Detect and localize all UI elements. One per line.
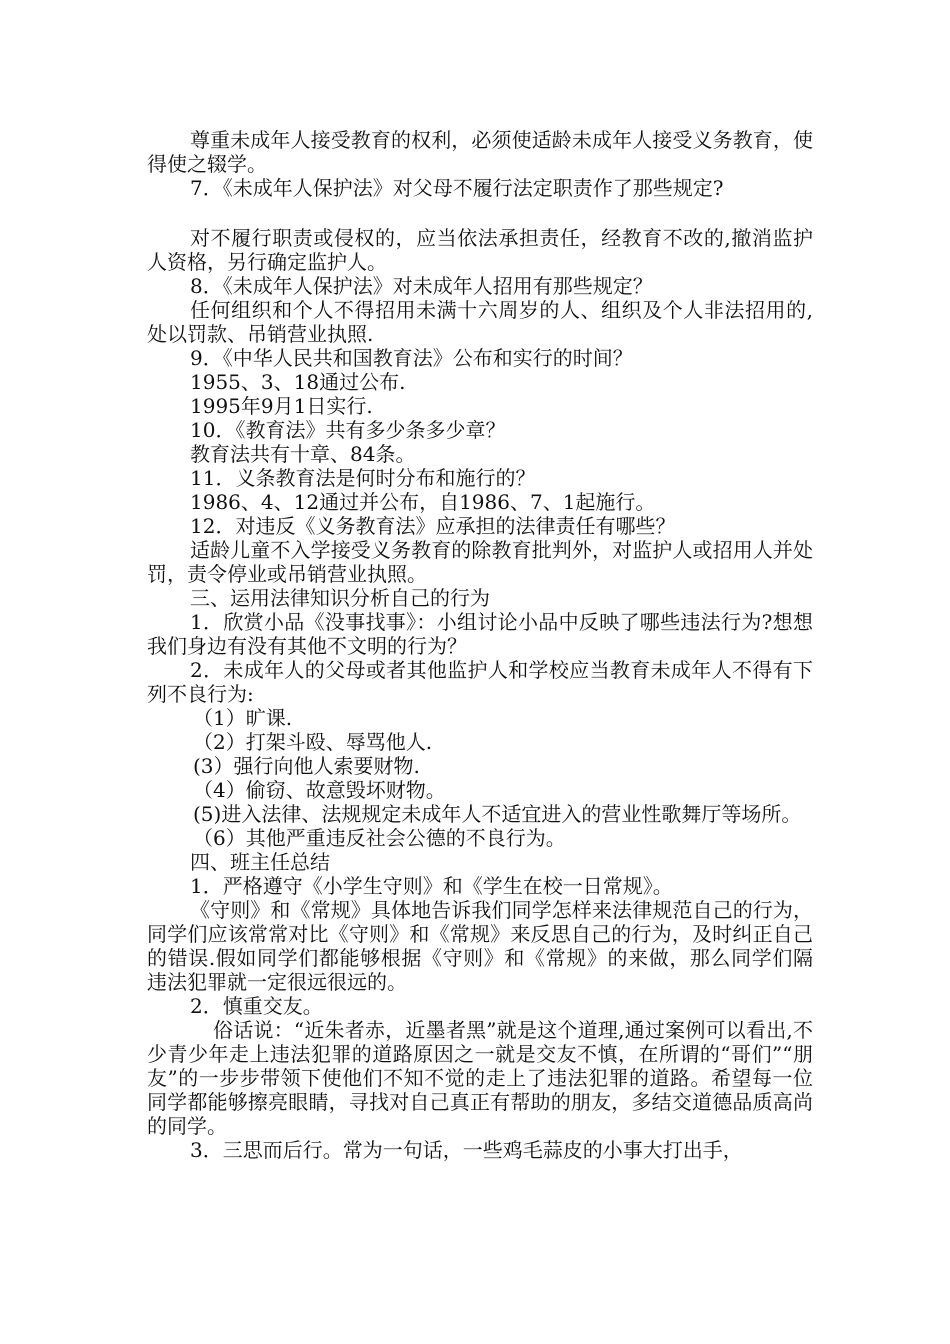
activity-2: 2．未成年人的父母或者其他监护人和学校应当教育未成年人不得有下列不良行为: xyxy=(147,658,813,706)
section-heading-3: 三、运用法律知识分析自己的行为 xyxy=(190,586,490,610)
activity-1: 1．欣赏小品《没事找事》：小组讨论小品中反映了哪些违法行为?想想我们身边有没有其他不文明的行为？ xyxy=(147,610,813,658)
section-heading-4: 四、班主任总结 xyxy=(190,850,330,874)
question-12: 12．对违反《义务教育法》应承担的法律责任有哪些？ xyxy=(190,514,676,538)
summary-point-3: 3．三思而后行。常为一句话，一些鸡毛蒜皮的小事大打出手， xyxy=(190,1138,743,1162)
list-item-6: （6）其他严重违反社会公德的不良行为。 xyxy=(193,826,566,850)
answer-11: 1986、4、12通过并公布，自1986、7、1起施行。 xyxy=(190,490,656,514)
summary-point-1: 1．严格遵守《小学生守则》和《学生在校一日常规》。 xyxy=(190,874,673,898)
answer-10: 教育法共有十章、84条。 xyxy=(190,442,416,466)
document-body xyxy=(147,128,813,1162)
list-item-5: (5)进入法律、法规规定未成年人不适宜进入的营业性歌舞厅等场所。 xyxy=(193,802,802,826)
answer-8: 任何组织和个人不得招用未满十六周岁的人、组织及个人非法招用的,处以罚款、吊销营业执照. xyxy=(147,298,813,346)
list-item-3: (3）强行向他人索要财物. xyxy=(193,754,420,778)
question-10: 10．《教育法》共有多少条多少章？ xyxy=(190,418,506,442)
answer-12: 适龄儿童不入学接受义务教育的除教育批判外，对监护人或招用人并处罚，责令停业或吊销营业执照。 xyxy=(147,538,813,586)
answer-7: 对不履行职责或侵权的，应当依法承担责任，经教育不改的,撤消监护人资格，另行确定监护人。 xyxy=(147,226,813,274)
question-11: 11．义条教育法是何时分布和施行的？ xyxy=(190,466,536,490)
paragraph-1: 尊重未成年人接受教育的权利，必须使适龄未成年人接受义务教育，使得使之辍学。 xyxy=(147,128,813,176)
question-7: 7．《未成年人保护法》对父母不履行法定职责作了那些规定? xyxy=(190,176,724,200)
blank-line xyxy=(147,200,813,226)
answer-9-line-2: 1995年9月1日实行. xyxy=(190,394,373,418)
summary-point-2: 2．慎重交友。 xyxy=(190,994,323,1018)
question-9: 9．《中华人民共和国教育法》公布和实行的时间？ xyxy=(190,346,633,370)
summary-point-2-body: 俗话说：“近朱者赤，近墨者黑”就是这个道理,通过案例可以看出,不少青少年走上违法犯罪的道路原因之一就是交友不慎，在所谓的“哥们”“朋友”的一步步带领下使他们不知不觉的走上了违法犯罪的道路。希望每一位同学都能够擦亮眼睛，寻找对自己真正有帮助的朋友，多结交道德品质高尚的同学。 xyxy=(147,1018,813,1138)
answer-9-line-1: 1955、3、18通过公布. xyxy=(190,370,406,394)
list-item-1: （1）旷课. xyxy=(193,706,293,730)
summary-point-1-body: 《守则》和《常规》具体地告诉我们同学怎样来法律规范自己的行为，同学们应该常常对比《守则》和《常规》来反思自己的行为，及时纠正自己的错误.假如同学们都能够根据《守则》和《常规》的来做，那么同学们隔违法犯罪就一定很远很远的。 xyxy=(147,898,813,994)
list-item-4: （4）偷窃、故意毁坏财物。 xyxy=(193,778,446,802)
list-item-2: （2）打架斗殴、辱骂他人. xyxy=(193,730,433,754)
question-8: 8．《未成年人保护法》对未成年人招用有那些规定？ xyxy=(190,274,653,298)
